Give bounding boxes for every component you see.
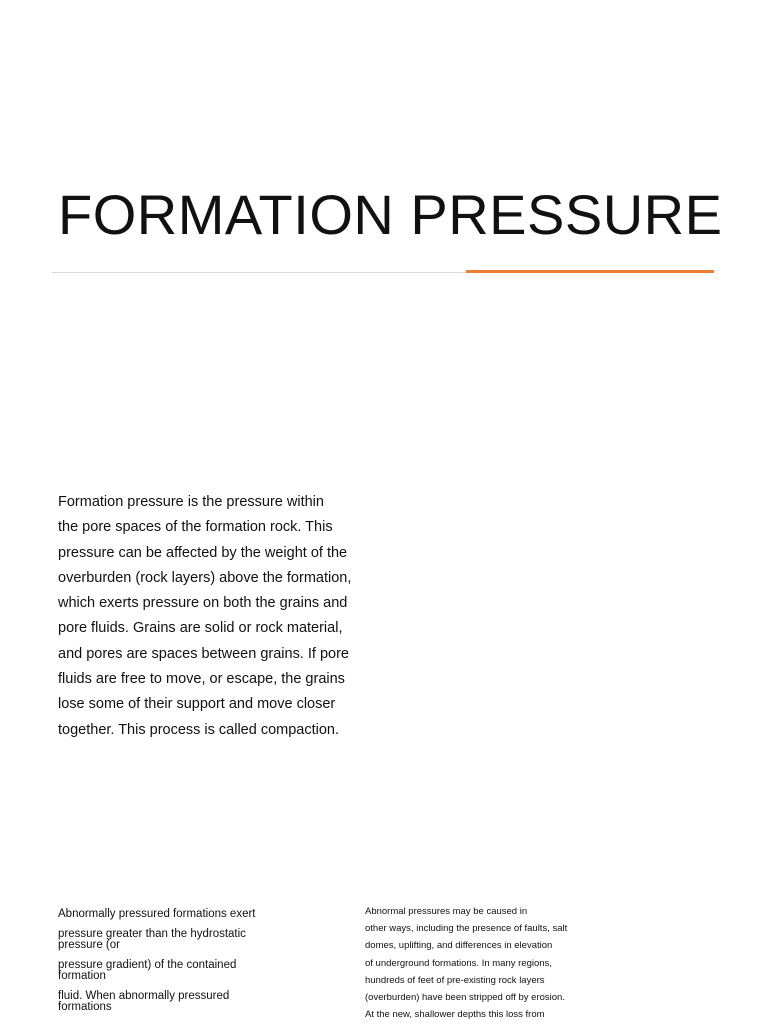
column-line: formation [58, 970, 106, 982]
body-line: which exerts pressure on both the grains and [58, 595, 348, 612]
column-line: (overburden) have been stripped off by erosion. [365, 992, 565, 1004]
column-line: other ways, including the presence of faults, salt [365, 923, 568, 935]
body-paragraph [58, 490, 362, 743]
column-line: domes, uplifting, and differences in elevation [365, 940, 553, 952]
body-line: fluids are free to move, or escape, the grains [58, 671, 345, 688]
column-line: Abnormal pressures may be caused in [365, 906, 528, 917]
column-line: Abnormally pressured formations exert [58, 908, 256, 920]
body-line: lose some of their support and move closer [58, 696, 336, 713]
column-line: pressure gradient) of the contained [58, 959, 237, 971]
column-line: formations [58, 1001, 112, 1013]
body-line: and pores are spaces between grains. If pore [58, 645, 349, 662]
body-line: pressure can be affected by the weight of the [58, 544, 348, 561]
abnormal-pressure-causes-column [365, 903, 605, 1023]
column-line: of underground formations. In many regions, [365, 957, 552, 969]
body-line: the pore spaces of the formation rock. This [58, 519, 333, 536]
title-accent-bar [466, 270, 714, 273]
slide-title: FORMATION PRESSURE [58, 183, 723, 246]
body-line: overburden (rock layers) above the formation, [58, 569, 352, 586]
column-line: At the new, shallower depths this loss from [365, 1009, 545, 1021]
column-line: pressure (or [58, 939, 120, 951]
column-line: pressure greater than the hydrostatic [58, 928, 246, 940]
column-line: fluid. When abnormally pressured [58, 990, 230, 1002]
body-line: pore fluids. Grains are solid or rock material, [58, 620, 343, 637]
body-line: together. This process is called compaction. [58, 721, 340, 738]
column-line: hundreds of feet of pre-existing rock layers [365, 974, 545, 986]
abnormal-pressure-column [58, 909, 298, 1013]
body-line: Formation pressure is the pressure within [58, 494, 324, 510]
